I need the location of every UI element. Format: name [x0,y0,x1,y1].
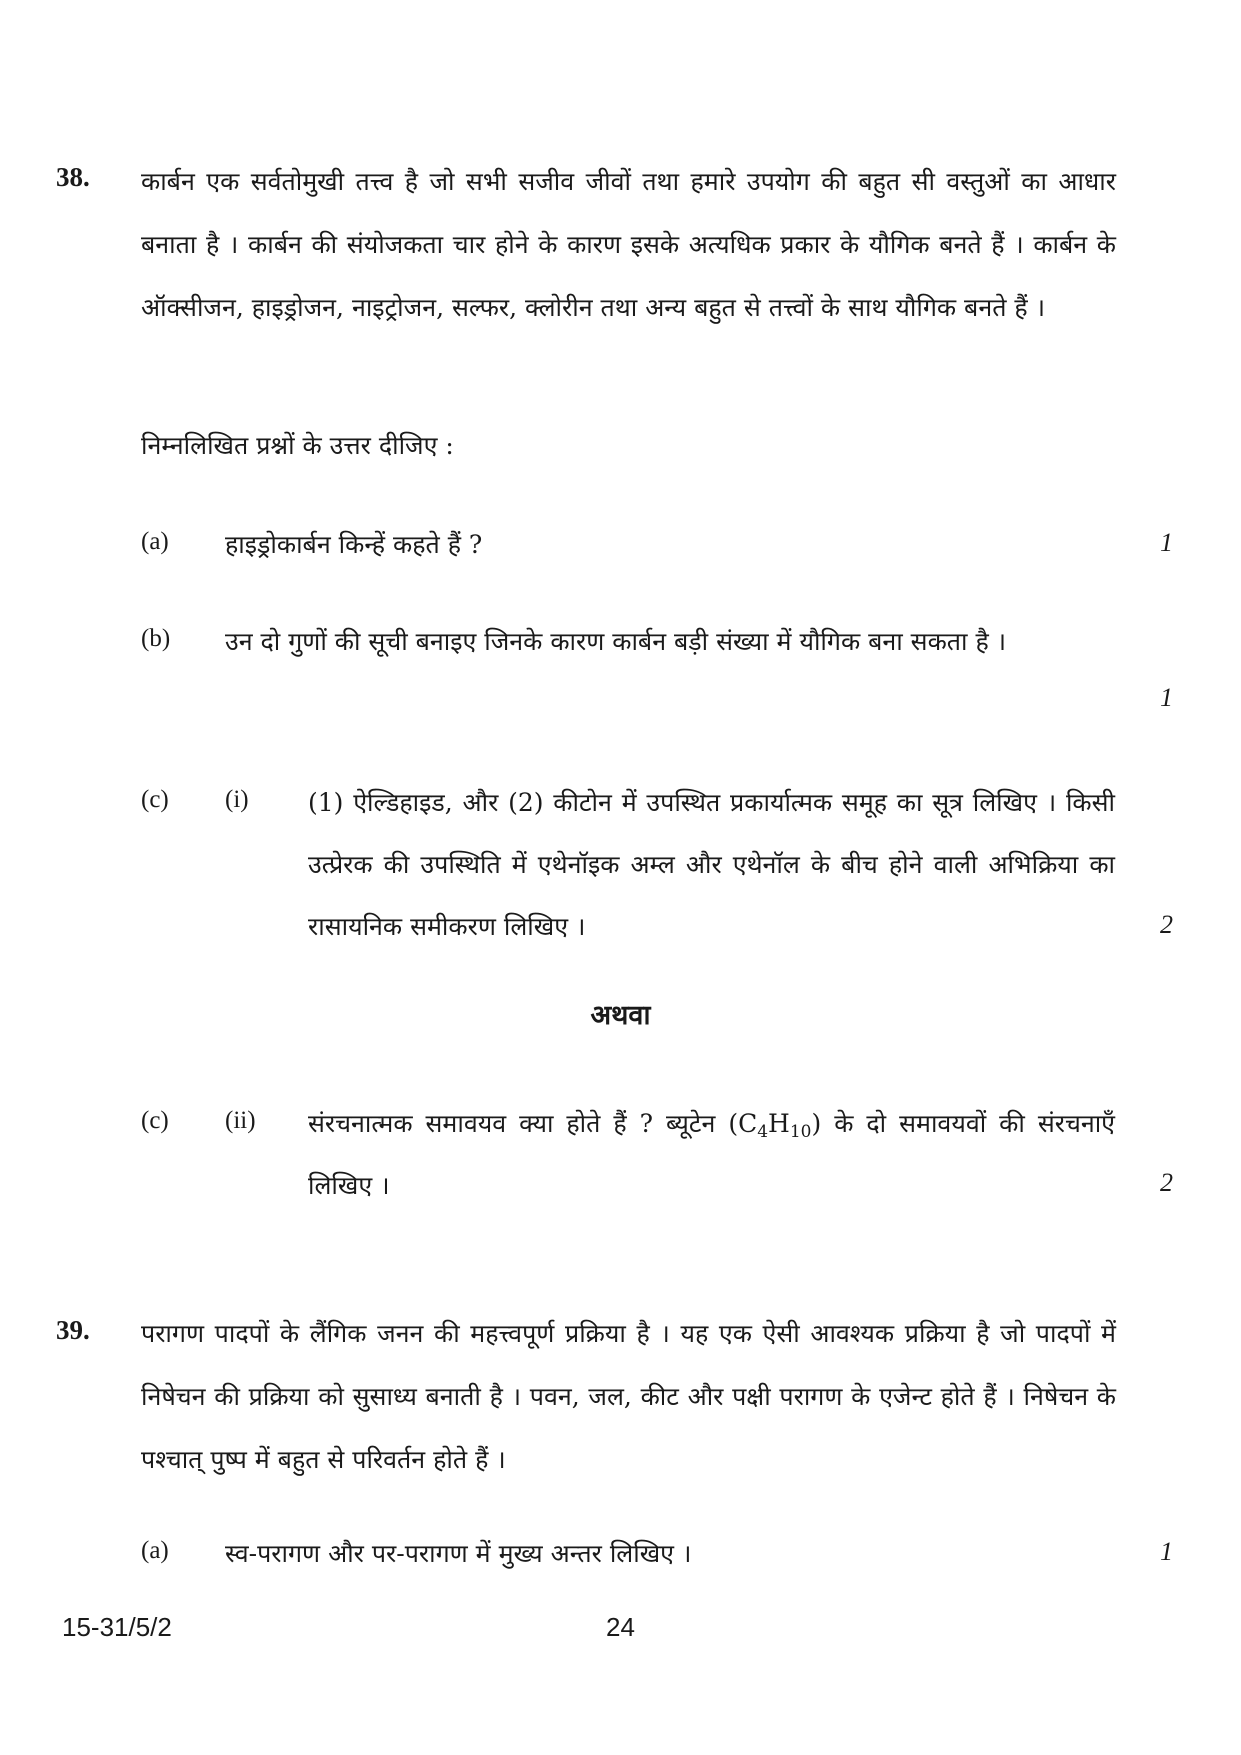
question-39-intro: परागण पादपों के लैंगिक जनन की महत्त्वपूर्ण प्रक्रिया है । यह एक ऐसी आवश्यक प्रक्रिया है जो पादपों में निषेचन की प्रक्रिया को सुसाध्य बनाती है । पवन, जल, कीट और पक्षी परागण के एजेन्ट होते हैं । निषेचन के पश्चात् पुष्प में बहुत से परिवर्तन होते हैं । [141,1319,1116,1474]
page-number: 24 [606,1612,635,1642]
q38c2-marks: 2 [1160,1168,1173,1197]
q38c2-label: (c) [141,1107,169,1134]
question-38-number: 38. [56,162,90,192]
q38c1-sublabel: (i) [225,786,249,813]
q38a-label: (a) [141,528,169,555]
or-heading: अथवा [590,1000,651,1031]
q39a-text: स्व-परागण और पर-परागण में मुख्य अन्तर लिखिए । [225,1539,692,1568]
q39a-label: (a) [141,1537,169,1564]
q38c2-text: संरचनात्मक समावयव क्या होते हैं ? ब्यूटेन $(C_4H_{10})$ के दो समावयवों की संरचनाएँ लिखिए । [308,1109,1115,1200]
q38a-marks: 1 [1160,528,1173,557]
question-38-instruction: निम्नलिखित प्रश्नों के उत्तर दीजिए : [141,431,454,460]
q38c1-label: (c) [141,786,169,813]
q38b-label: (b) [141,625,171,652]
question-38-intro: कार्बन एक सर्वतोमुखी तत्त्व है जो सभी सजीव जीवों तथा हमारे उपयोग की बहुत सी वस्तुओं का आधार बनाता है । कार्बन की संयोजकता चार होने के कारण इसके अत्यधिक प्रकार के यौगिक बनते हैं । कार्बन के ऑक्सीजन, हाइड्रोजन, नाइट्रोजन, सल्फर, क्लोरीन तथा अन्य बहुत से तत्त्वों के साथ यौगिक बनते हैं । [141,167,1116,322]
q38b-marks: 1 [1160,683,1173,712]
paper-code: 15-31/5/2 [62,1612,172,1642]
q38a-text: हाइड्रोकार्बन किन्हें कहते हैं ? [225,530,483,559]
q38c1-text: (1) ऐल्डिहाइड, और (2) कीटोन में उपस्थित प्रकार्यात्मक समूह का सूत्र लिखिए । किसी उत्प्रेरक की उपस्थिति में एथेनॉइक अम्ल और एथेनॉल के बीच होने वाली अभिक्रिया का रासायनिक समीकरण लिखिए । [308,788,1115,941]
q39a-marks: 1 [1160,1537,1173,1566]
q38b-text: उन दो गुणों की सूची बनाइए जिनके कारण कार्बन बड़ी संख्या में यौगिक बना सकता है । [225,627,1007,656]
q38c2-sublabel: (ii) [225,1107,256,1134]
question-39-number: 39. [56,1315,90,1345]
q38c1-marks: 2 [1160,910,1173,939]
